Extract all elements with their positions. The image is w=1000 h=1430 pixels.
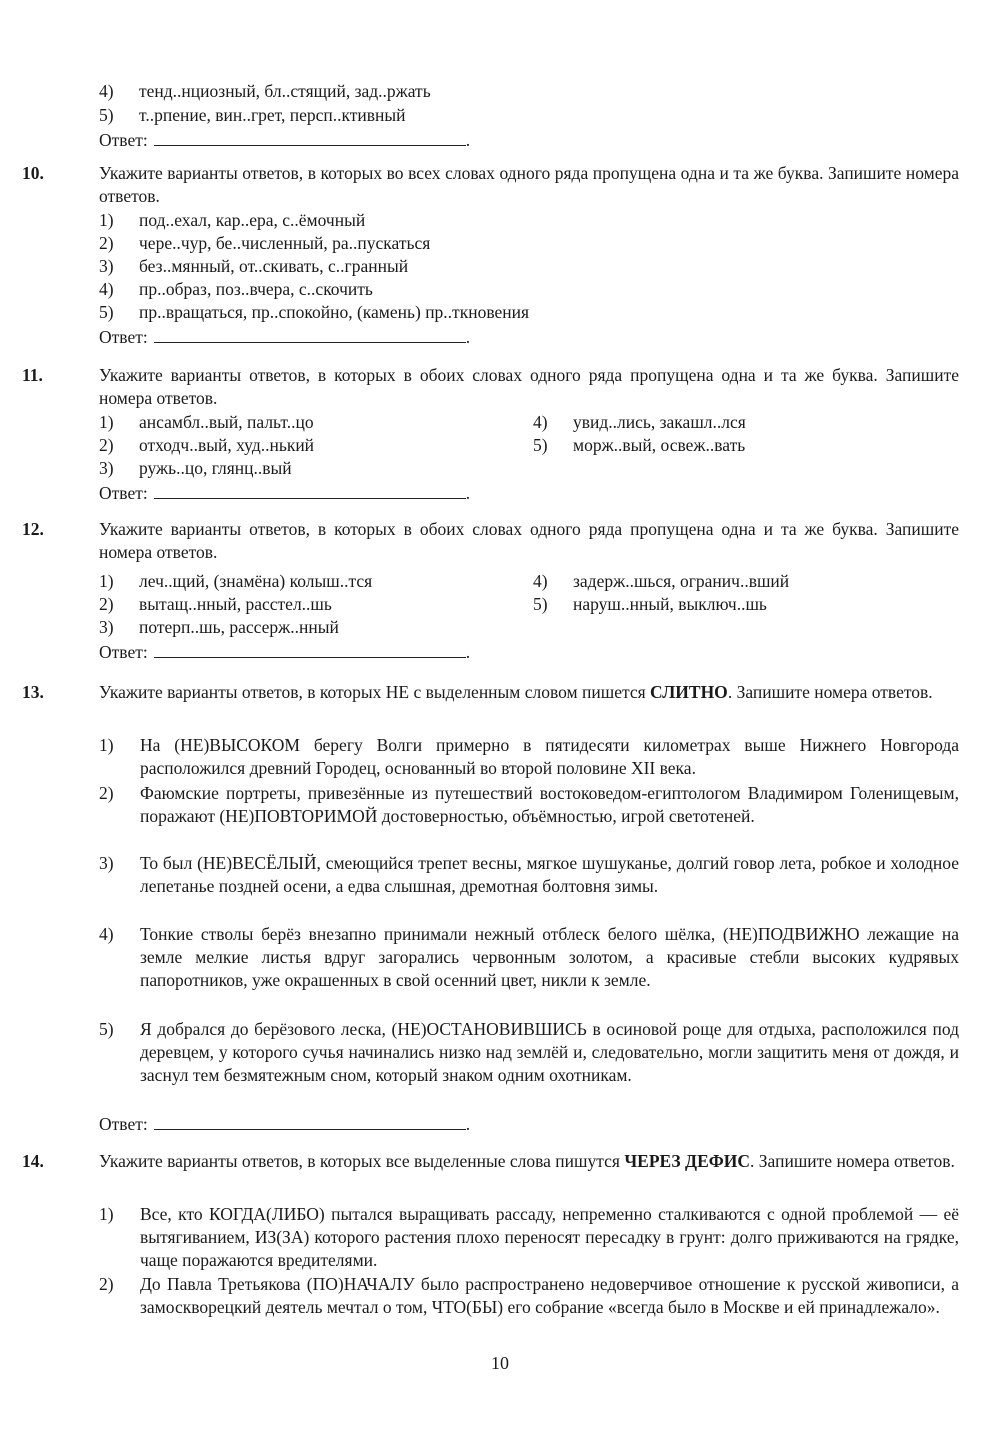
worksheet-page: 4) тенд..нциозный, бл..стящий, зад..ржать 5) т..рпение, вин..грет, персп..ктивный Ответ: . 10. Укажите варианты ответов, в которых во всех словах одного ряда пропущена одна и та же буква. Запишите номера ответов. 1) под..ехал, кар..ера, с..ёмочный 2) чере..чур, бе..численный, ра..пускаться 3) без..мянный, от..скивать, с..гранный 4) пр..образ, поз..вчера, с..скочить 5) пр..вращаться, пр..спокойно, (камень) пр..ткновения Ответ: . 11. Укажите варианты ответов, в которых в обоих словах одного ряда пропущена одна и та же буква. Запишите номера ответов. 1) ансамбл..вый, пальт..цо 2) отходч..вый, худ..нький 3) ружь..цо, глянц..вый 4) увид..лись, закашл..лся 5) морж..вый, освеж..вать Ответ: . 12. Укажите варианты ответов, в которых в обоих словах одного ряда пропущена одна и та же буква. Запишите номера ответов. 1) леч..щий, (знамёна) колыш..тся 2) вытащ..нный, расстел..шь 3) потерп..шь, рассерж..нный 4) задерж..шься, огранич..вший 5) наруш..нный, выключ..шь Ответ: . 13. Укажите варианты ответов, в которых НЕ с выделенным словом пишется СЛИТНО. Запишите номера ответов. 1) На (НЕ)ВЫСОКОМ берегу Волги примерно в пятидесяти километрах выше Нижнего Новгорода расположился древний Городец, основанный во второй половине XII века. 2) Фаюмские портреты, привезённые из путешествий востоковедом-египтологом Владимиром Голенищевым, поражают (НЕ)ПОВТОРИМОЙ достоверностью, объёмностью, игрой светотеней. 3) То был (НЕ)ВЕСЁЛЫЙ, смеющийся трепет весны, мягкое шушуканье, долгий говор лета, робкое и холодное лепетанье поздней осени, а едва слышная, дремотная болтовня зимы. 4) Тонкие стволы берёз внезапно принимали нежный отблеск белого шёлка, (НЕ)ПОДВИЖНО лежащие на земле мелкие листья вдруг загорались червонным золотом, а красивые стебли высоких кудрявых папоротников, уже окрашенных в свой осенний цвет, никли к земле. 5) Я добрался до берёзового леска, (НЕ)ОСТАНОВИВШИСЬ в осиновой роще для отдыха, расположился под деревцем, у которого сучья начинались низко над землёй и, следовательно, могли защитить меня от дождя, и заснул тем безмятежным сном, который знаком одним охотникам. Ответ: . 14. Укажите варианты ответов, в которых все выделенные слова пишутся ЧЕРЕЗ ДЕФИС. Запишите номера ответов. 1) Все, кто КОГДА(ЛИБО) пытался выращивать рассаду, непременно сталкиваются с одной проблемой — её вытягиванием, ИЗ(ЗА) которого растения плохо переносят пересадку в грунт: долго приживаются на грядке, чаще поражаются вредителями. 2) До Павла Третьякова (ПО)НАЧАЛУ было распространено недоверчивое отношение к русской живописи, а замоскворецкий деятель мечтал о том, ЧТО(БЫ) его собрание «всегда было в Москве и ей принадлежало». 10 [0, 0, 1000, 1430]
answer-line[interactable] [154, 325, 466, 343]
answer-line[interactable] [154, 640, 466, 658]
question-number: 12. [22, 519, 44, 539]
option-row: 4) увид..лись, закашл..лся [533, 412, 746, 432]
option-row: 3) без..мянный, от..скивать, с..гранный [99, 256, 409, 276]
question-prompt: Укажите варианты ответов, в которых во всех словах одного ряда пропущена одна и та же буква. Запишите номера ответов. [99, 163, 959, 206]
answer-field[interactable]: Ответ: . [99, 642, 471, 662]
option-row: 3) ружь..цо, глянц..вый [99, 458, 292, 478]
emphasis-word: ЧЕРЕЗ ДЕФИС [624, 1151, 751, 1171]
option-row: 1) леч..щий, (знамёна) колыш..тся [99, 571, 373, 591]
question-prompt: Укажите варианты ответов, в которых в обоих словах одного ряда пропущена одна и та же буква. Запишите номера ответов. [99, 519, 959, 562]
option-row: 2) отходч..вый, худ..нький [99, 435, 315, 455]
question-number: 10. [22, 163, 44, 183]
answer-line[interactable] [154, 1112, 466, 1130]
option-row: 3) потерп..шь, рассерж..нный [99, 617, 339, 637]
question-number: 13. [22, 682, 44, 702]
question-number: 14. [22, 1151, 44, 1171]
answer-field[interactable]: Ответ: . [99, 327, 471, 347]
option-row: 2) вытащ..нный, расстел..шь [99, 594, 332, 614]
option-row: 4) тенд..нциозный, бл..стящий, зад..ржать [99, 81, 431, 101]
answer-field[interactable]: Ответ: . [99, 130, 471, 150]
question-number: 11. [22, 365, 43, 385]
option-row: 5) пр..вращаться, пр..спокойно, (камень) пр..ткновения [99, 302, 530, 322]
option-row: 1) под..ехал, кар..ера, с..ёмочный [99, 210, 366, 230]
question-prompt: Укажите варианты ответов, в которых все выделенные слова пишутся ЧЕРЕЗ ДЕФИС. Запишите номера ответов. [99, 1151, 955, 1171]
option-row: 4) пр..образ, поз..вчера, с..скочить [99, 279, 373, 299]
answer-line[interactable] [154, 481, 466, 499]
question-prompt: Укажите варианты ответов, в которых в обоих словах одного ряда пропущена одна и та же буква. Запишите номера ответов. [99, 365, 959, 408]
emphasis-word: СЛИТНО [650, 682, 728, 702]
page-number: 10 [491, 1353, 509, 1373]
option-row: 2) чере..чур, бе..численный, ра..пускаться [99, 233, 431, 253]
answer-field[interactable]: Ответ: . [99, 1114, 471, 1134]
answer-line[interactable] [154, 128, 466, 146]
option-row: 5) наруш..нный, выключ..шь [533, 594, 767, 614]
question-prompt: Укажите варианты ответов, в которых НЕ с выделенным словом пишется СЛИТНО. Запишите номера ответов. [99, 682, 933, 702]
option-row: 5) т..рпение, вин..грет, персп..ктивный [99, 105, 406, 125]
option-row: 4) задерж..шься, огранич..вший [533, 571, 790, 591]
option-row: 1) ансамбл..вый, пальт..цо [99, 412, 314, 432]
option-row: 5) морж..вый, освеж..вать [533, 435, 746, 455]
answer-field[interactable]: Ответ: . [99, 483, 471, 503]
